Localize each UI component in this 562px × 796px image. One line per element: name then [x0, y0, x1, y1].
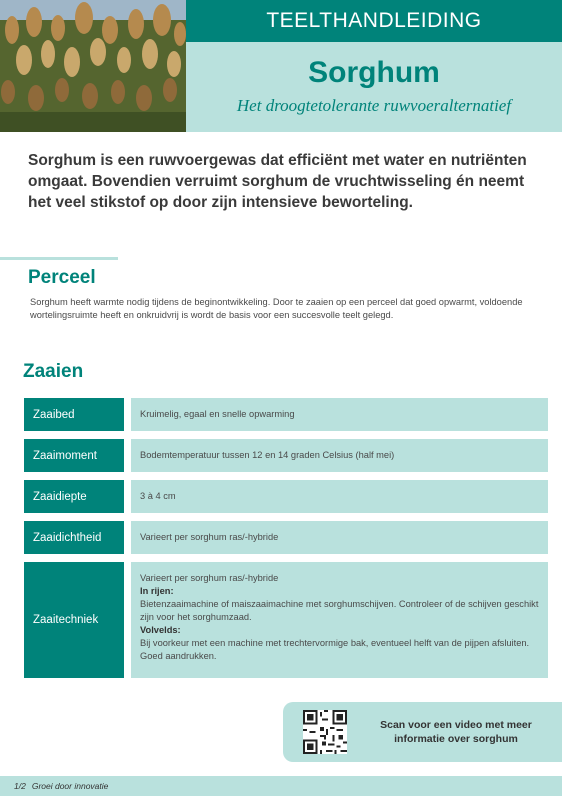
document-type-label: TEELTHANDLEIDING: [266, 9, 482, 32]
row-value: 3 à 4 cm: [131, 480, 548, 513]
title-block: [186, 42, 562, 132]
zaaitechniek-rows-title: In rijen:: [140, 586, 174, 596]
table-row: [24, 562, 548, 678]
qr-card[interactable]: [283, 702, 562, 762]
row-label: Zaaitechniek: [24, 562, 124, 678]
section-heading-zaaien: Zaaien: [23, 361, 84, 382]
row-value: [131, 562, 548, 678]
qr-code-icon[interactable]: [303, 710, 347, 754]
table-row: [24, 521, 548, 554]
row-value: Kruimelig, egaal en snelle opwarming: [131, 398, 548, 431]
table-row: [24, 398, 548, 431]
zaaitechniek-intro: Varieert per sorghum ras/-hybride: [140, 573, 279, 583]
page-number: 1/2: [14, 781, 26, 791]
row-value: Varieert per sorghum ras/-hybride: [131, 521, 548, 554]
zaaitechniek-rows-text: Bietenzaaimachine of maiszaaimachine met sorghumschijven. Controleer of de schijven geschikt zijn voor het sorghumzaad.: [140, 599, 539, 622]
sorghum-field-photo: [0, 0, 186, 132]
page-subtitle: Het droogtetolerante ruwvoeralternatief: [236, 96, 512, 115]
qr-caption: Scan voor een video met meer informatie over sorghum: [380, 719, 532, 745]
sorghum-field-illustration: [0, 0, 186, 132]
perceel-text: Sorghum heeft warmte nodig tijdens de beginontwikkeling. Door te zaaien op een perceel dat goed opwarmt, voldoende wortelingsruimte heeft en onkruidvrij is wordt de basis voor een succesvolle teelt gelegd.: [30, 297, 523, 320]
section-divider: [0, 257, 118, 260]
row-label: Zaaidichtheid: [24, 521, 124, 554]
intro-paragraph: Sorghum is een ruwvoergewas dat efficiënt met water en nutriënten omgaat. Bovendien verruimt sorghum de vruchtwisseling én neemt het veel stikstof op door zijn intensieve beworteling.: [28, 152, 527, 211]
footer-slogan: Groei door innovatie: [31, 781, 109, 791]
row-label: Zaaibed: [24, 398, 124, 431]
page-title: Sorghum: [308, 56, 440, 89]
row-label: Zaaidiepte: [24, 480, 124, 513]
row-value: Bodemtemperatuur tussen 12 en 14 graden Celsius (half mei): [131, 439, 548, 472]
header-band: [186, 0, 562, 42]
table-row: [24, 480, 548, 513]
row-label: Zaaimoment: [24, 439, 124, 472]
section-heading-perceel: Perceel: [28, 267, 96, 288]
zaaitechniek-volvelds-text: Bij voorkeur met een machine met trechtervormige bak, eventueel helft van de pijpen afsluiten. Goed aandrukken.: [140, 638, 530, 661]
zaaitechniek-volvelds-title: Volvelds:: [140, 625, 181, 635]
table-row: [24, 439, 548, 472]
page-footer: [0, 776, 562, 796]
